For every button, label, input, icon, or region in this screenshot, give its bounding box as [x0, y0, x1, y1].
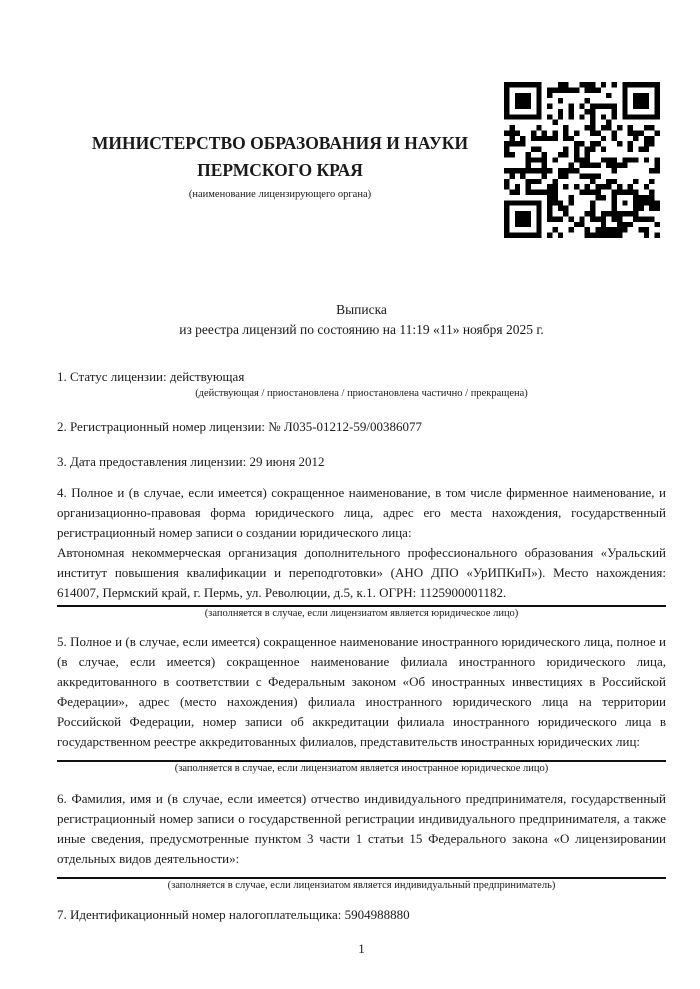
item-6-entrepreneur-label: 6. Фамилия, имя и (в случае, если имеется) отчество индивидуального предпринимателя, государственный регистрационный номер записи о государственной регистрации индивидуального предпринимателя, а также иные сведения, предусмотренные пунктом 3 части 1 статьи 15 Федерального закона «О лицензировании отдельных видов деятельности»: [57, 791, 666, 866]
qr-code-icon [504, 82, 660, 238]
item-6-note: (заполняется в случае, если лицензиатом является индивидуальный предприниматель) [167, 880, 556, 891]
licensing-authority-caption: (наименование лицензирующего органа) [188, 189, 372, 200]
document-title-line1: Выписка [336, 302, 387, 317]
licensing-authority-header [57, 130, 503, 201]
item-5-foreign-entity-label: 5. Полное и (в случае, если имеется) сокращенное наименование иностранного юридического лица, полное и (в случае, если имеется) сокращенное наименование филиала иностранного юридического лица, аккредитованного в соответствии с Федеральным законом «Об иностранных инвестициях в Российской Федерации», адрес (место нахождения) филиала иностранного юридического лица на территории Российской Федерации, номер записи об аккредитации филиала иностранного юридического лица в государственном реестре аккредитованных филиалов, представительств иностранных юридических лиц: [57, 634, 666, 749]
item-1-note: (действующая / приостановлена / приостановлена частично / прекращена) [195, 388, 528, 399]
item-5-note: (заполняется в случае, если лицензиатом является иностранное юридическое лицо) [174, 763, 549, 774]
item-7-taxpayer-number: 7. Идентификационный номер налогоплательщика: 5904988880 [57, 907, 410, 922]
item-1-license-status: 1. Статус лицензии: действующая [57, 369, 245, 384]
item-3-grant-date: 3. Дата предоставления лицензии: 29 июня 2012 [57, 454, 325, 469]
item-4-legal-entity-value: Автономная некоммерческая организация дополнительного профессионального образования «Уральский институт повышения квалификации и переподготовки» (АНО ДПО «УрИПКиП»). Место нахождения: 614007, Пермский край, г. Пермь, ул. Революции, д.5, к.1. ОГРН: 1125900001182. [57, 545, 666, 600]
ministry-name-line2: ПЕРМСКОГО КРАЯ [197, 160, 363, 180]
item-4-note: (заполняется в случае, если лицензиатом является юридическое лицо) [204, 608, 519, 619]
page-number: 1 [358, 941, 365, 956]
ministry-name-line1: МИНИСТЕРСТВО ОБРАЗОВАНИЯ И НАУКИ [91, 133, 469, 153]
document-title-line2: из реестра лицензий по состоянию на 11:19 «11» ноября 2025 г. [179, 322, 544, 337]
item-2-registration-number: 2. Регистрационный номер лицензии: № Л035-01212-59/00386077 [57, 419, 423, 434]
document-title [57, 300, 666, 340]
item-4-legal-entity-label: 4. Полное и (в случае, если имеется) сокращенное наименование, в том числе фирменное наименование, и организационно-правовая форма юридического лица, адрес его места нахождения, государственный регистрационный номер записи о создании юридического лица: [57, 485, 666, 540]
